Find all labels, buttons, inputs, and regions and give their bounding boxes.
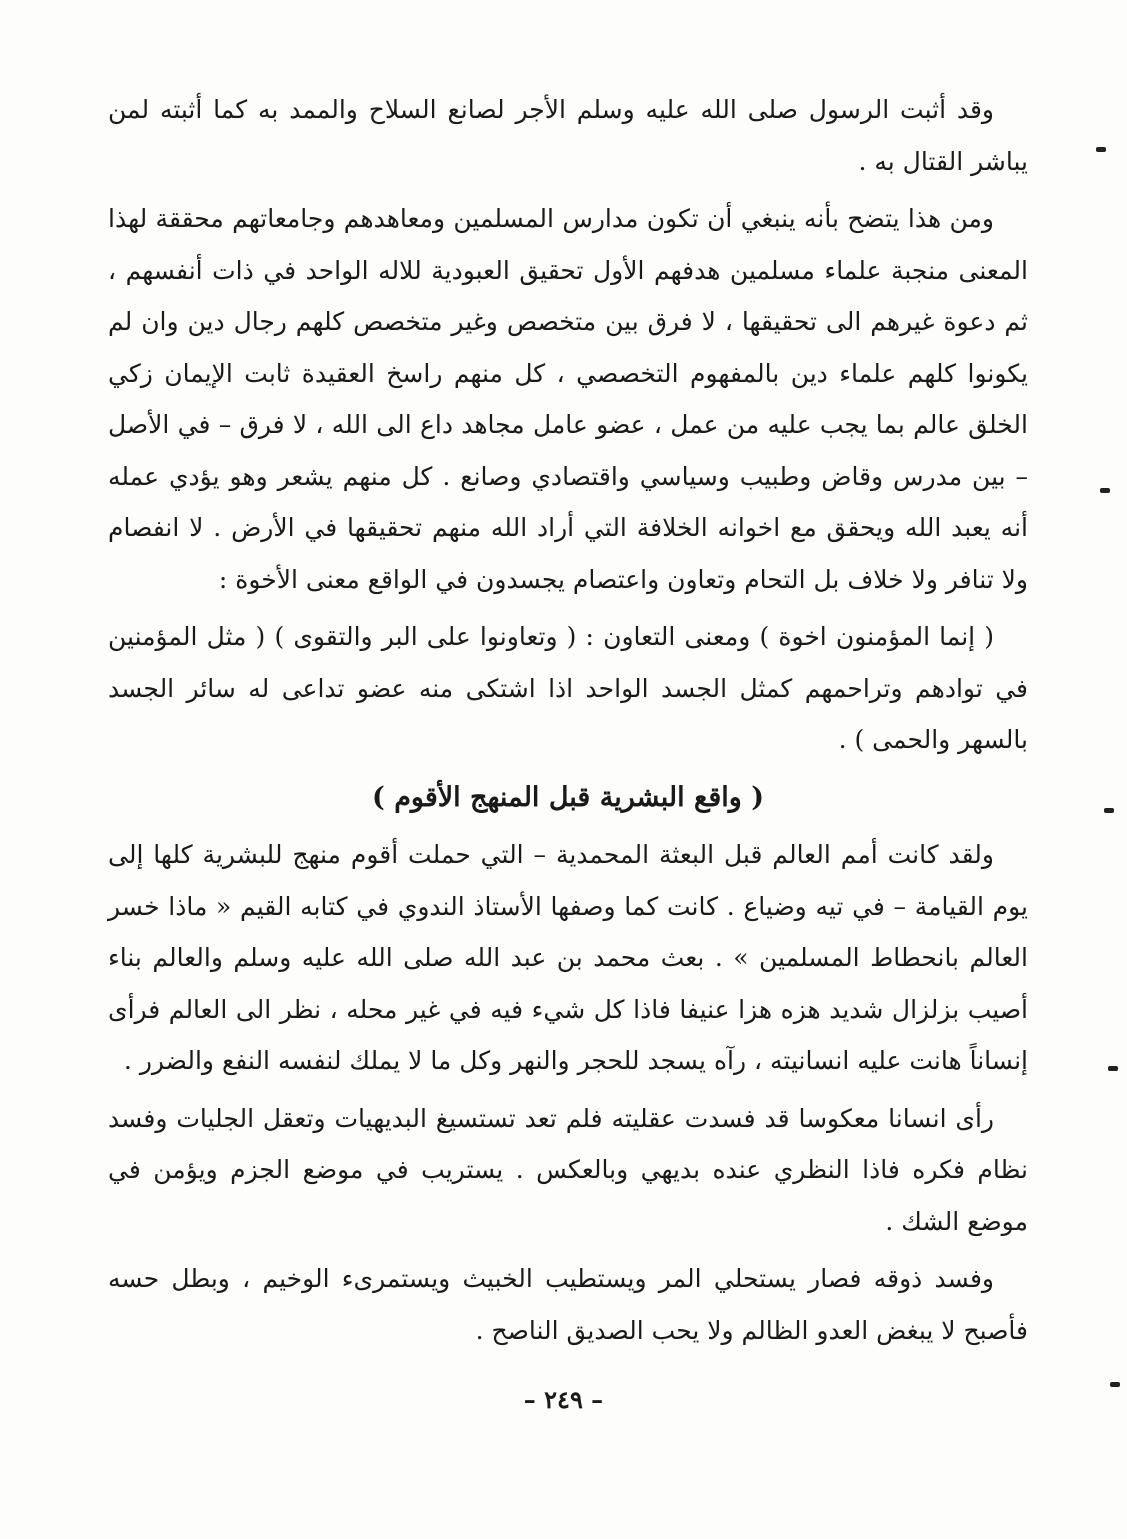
margin-mark: [1100, 488, 1110, 493]
paragraph-4: ولقد كانت أمم العالم قبل البعثة المحمدية – التي حملت أقوم منهج للبشرية كلها إلى يوم القيامة – في تيه وضياع . كانت كما وصفها الأستاذ الندوي في كتابه القيم « ماذا خسر العالم بانحطاط المسلمين » . بعث محمد بن عبد الله صلى الله عليه وسلم والعالم بناء أصيب بزلزال شديد هزه هزا عنيفا فاذا كل شيء فيه في غير محله ، نظر الى العالم فرأى إنساناً هانت عليه انسانيته ، رآه يسجد للحجر والنهر وكل ما لا يملك لنفسه النفع والضرر .: [108, 840, 1028, 1075]
margin-mark: [1096, 147, 1106, 152]
paragraph-5: رأى انسانا معكوسا قد فسدت عقليته فلم تعد تستسيغ البديهيات وتعقل الجليات وفسد نظام فكره فاذا النظري عنده بديهي وبالعكس . يستريب في موضع الجزم ويؤمن في موضع الشك .: [108, 1103, 1028, 1236]
margin-mark: [1104, 808, 1114, 813]
paragraph-3: ( إنما المؤمنون اخوة ) ومعنى التعاون : ( وتعاونوا على البر والتقوى ) ( مثل المؤمنين في توادهم وتراحمهم كمثل الجسد الواحد اذا اشتكى منه عضو تداعى له سائر الجسد بالسهر والحمى ) .: [108, 622, 1028, 754]
paragraph-1: وقد أثبت الرسول صلى الله عليه وسلم الأجر لصانع السلاح والممد به كما أثبته لمن يباشر القتال به .: [108, 95, 1028, 176]
margin-mark: [1110, 1382, 1120, 1387]
section-heading: ( واقع البشرية قبل المنهج الأقوم ): [372, 781, 764, 813]
page-number: – ٢٤٩ –: [523, 1385, 604, 1414]
margin-mark: [1108, 1066, 1118, 1071]
page-body: [108, 84, 1028, 1362]
paragraph-6: وفسد ذوقه فصار يستحلي المر ويستطيب الخبيث ويستمرىء الوخيم ، وبطل حسه فأصبح لا يبغض العدو الظالم ولا يحب الصديق الناصح .: [108, 1264, 1028, 1345]
paragraph-2: ومن هذا يتضح بأنه ينبغي أن تكون مدارس المسلمين ومعاهدهم وجامعاتهم محققة لهذا المعنى منجبة علماء مسلمين هدفهم الأول تحقيق العبودية للاله الواحد في ذات أنفسهم ، ثم دعوة غيرهم الى تحقيقها ، لا فرق بين متخصص وغير متخصص كلهم رجال دين وان لم يكونوا كلهم علماء دين بالمفهوم التخصصي ، كل منهم راسخ العقيدة ثابت الإيمان زكي الخلق عالم بما يجب عليه من عمل ، عضو عامل مجاهد داع الى الله ، لا فرق – في الأصل – بين مدرس وقاض وطبيب وسياسي واقتصادي وصانع . كل منهم يشعر وهو يؤدي عمله أنه يعبد الله ويحقق مع اخوانه الخلافة التي أراد الله منهم تحقيقها في الأرض . لا انفصام ولا تنافر ولا خلاف بل التحام وتعاون واعتصام يجسدون في الواقع معنى الأخوة :: [108, 204, 1028, 594]
